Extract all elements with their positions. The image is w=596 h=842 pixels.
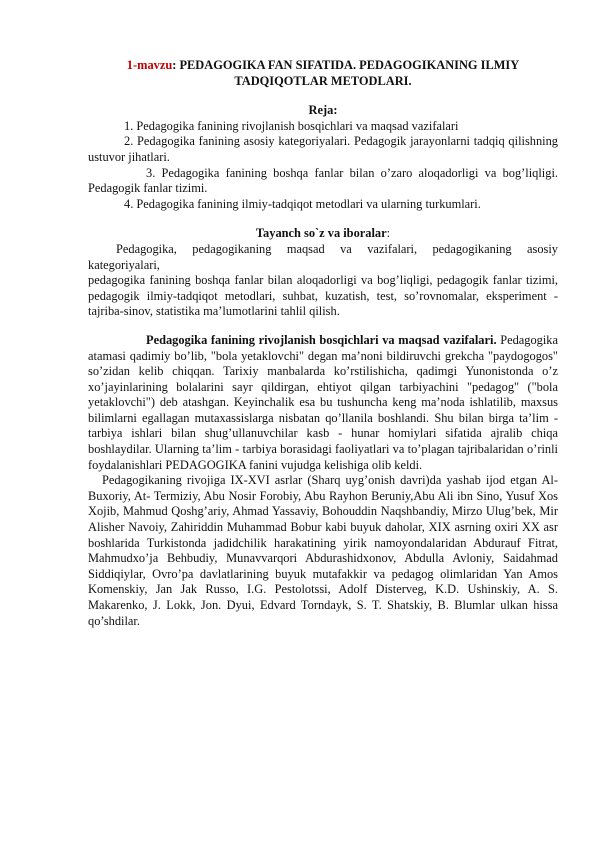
plan-item-3: 3. Pedagogika fanining boshqa fanlar bilan o’zaro aloqadorligi va bog’liqligi. Pedagogik fanlar tizimi. — [88, 165, 558, 196]
keywords-heading-colon: : — [386, 226, 391, 241]
keywords-heading — [88, 226, 558, 242]
plan-item-2: 2. Pedagogika fanining asosiy kategoriyalari. Pedagogik jarayonlarni tadqiq qilishning ustuvor jihatlari. — [88, 134, 558, 164]
plan-item-1: 1. Pedagogika fanining rivojlanish bosqichlari va maqsad vazifalari — [124, 118, 459, 133]
keywords-line-2: pedagogika fanining boshqa fanlar bilan aloqadorligi va bog’liqligi, pedagogik fanlar tizimi, pedagogik ilmiy-tadqiqot metodlari, suhbat, kuzatish, test, so’rovnomalar, eksperiment - tajriba-sinov, statistika ma’lumotlarini tahlil qilish. — [88, 273, 558, 319]
spacer — [88, 320, 558, 333]
topic-number: 1-mavzu — [126, 58, 173, 72]
section-paragraph-2: Pedagogikaning rivojiga IX-XVI asrlar (Sharq uyg’onish davri)da yashab ijod etgan Al-Buxoriy, At- Termiziy, Abu Nosir Forobiy, Abu Rayhon Beruniy,Abu Ali ibn Sino, Yusuf Xos Xojib, Mahmud Qoshg’ariy, Ahmad Yassaviy, Bohouddin Naqshbandiy, Mirzo Ulug’bek, Mir Alisher Navoiy, Zahiriddin Muhammad Bobur kabi buyuk daholar, XIX asrning oxiri XX asr boshlarida Turkistonda jadidchilik harakatining yirik namoyondalaridan Abdurauf Fitrat, Mahmudxo’ja Behbudiy, Munavvarqori Abdurashidxonov, Abdulla Avloniy, Saidahmad Siddiqiylar, Ovro’pa davlatlarining buyuk mutafakkir va pedagog olimlaridan Yan Amos Komenskiy, Jan Jak Russo, I.G. Pestolotssi, Adolf Disterveg, K.D. Ushinskiy, A. S. Makarenko, J. Lokk, Jon. Dyui, Edvard Torndayk, S. T. Shatskiy, B. Blumlar ulkan hissa qo’shdilar. — [88, 473, 558, 628]
keywords-heading-text: Tayanch so`z va iboralar — [255, 226, 387, 241]
keywords-line-1: Pedagogika, pedagogikaning maqsad va vazifalari, pedagogikaning asosiy kategoriyalari, — [88, 241, 558, 272]
document-title — [88, 58, 558, 89]
plan-item-4: 4. Pedagogika fanining ilmiy-tadqiqot metodlari va ularning turkumlari. — [124, 196, 481, 211]
document-page — [88, 58, 558, 629]
plan-heading: Reja: — [308, 103, 338, 118]
section-paragraph-1: Pedagogika atamasi qadimiy bo’lib, "bola yetaklovchi" degan ma’noni bildiruvchi grekcha "paydogogos" so’zidan kelib chiqqan. Tarixiy manbalarda ko’rstilishicha, qadimgi Yunonistonda o’z xo’jayinlarining bolalarini sayr qildirgan, ehtiyot qilgan tarbiyachini "pedagog" ("bola yetaklovchi") deb atashgan. Keyinchalik esa bu tushuncha keng ma’noda ishlatilib, maxsus bilimlarni egallagan mutaxassislarga nisbatan qo’llanila boshlandi. Shu bilan birga ta’lim - tarbiya ishlari bilan shug’ullanuvchilar kasb - hunar homiylari sifatida ajralib chiqa boshlaydilar. Ularning ta’lim - tarbiya borasidagi faoliyatlari va to’plagan tajribalaridan o’rinli foydalanishlari PEDAGOGIKA fanini vujudga kelishiga olib keldi. — [88, 332, 558, 472]
title-colon: : — [172, 58, 180, 72]
section-heading — [88, 333, 558, 473]
topic-title: PEDAGOGIKA FAN SIFATIDA. PEDAGOGIKANING ILMIY TADQIQOTLAR METODLARI. — [179, 58, 520, 88]
section-heading-text: Pedagogika fanining rivojlanish bosqichlari va maqsad vazifalari. — [146, 332, 497, 347]
